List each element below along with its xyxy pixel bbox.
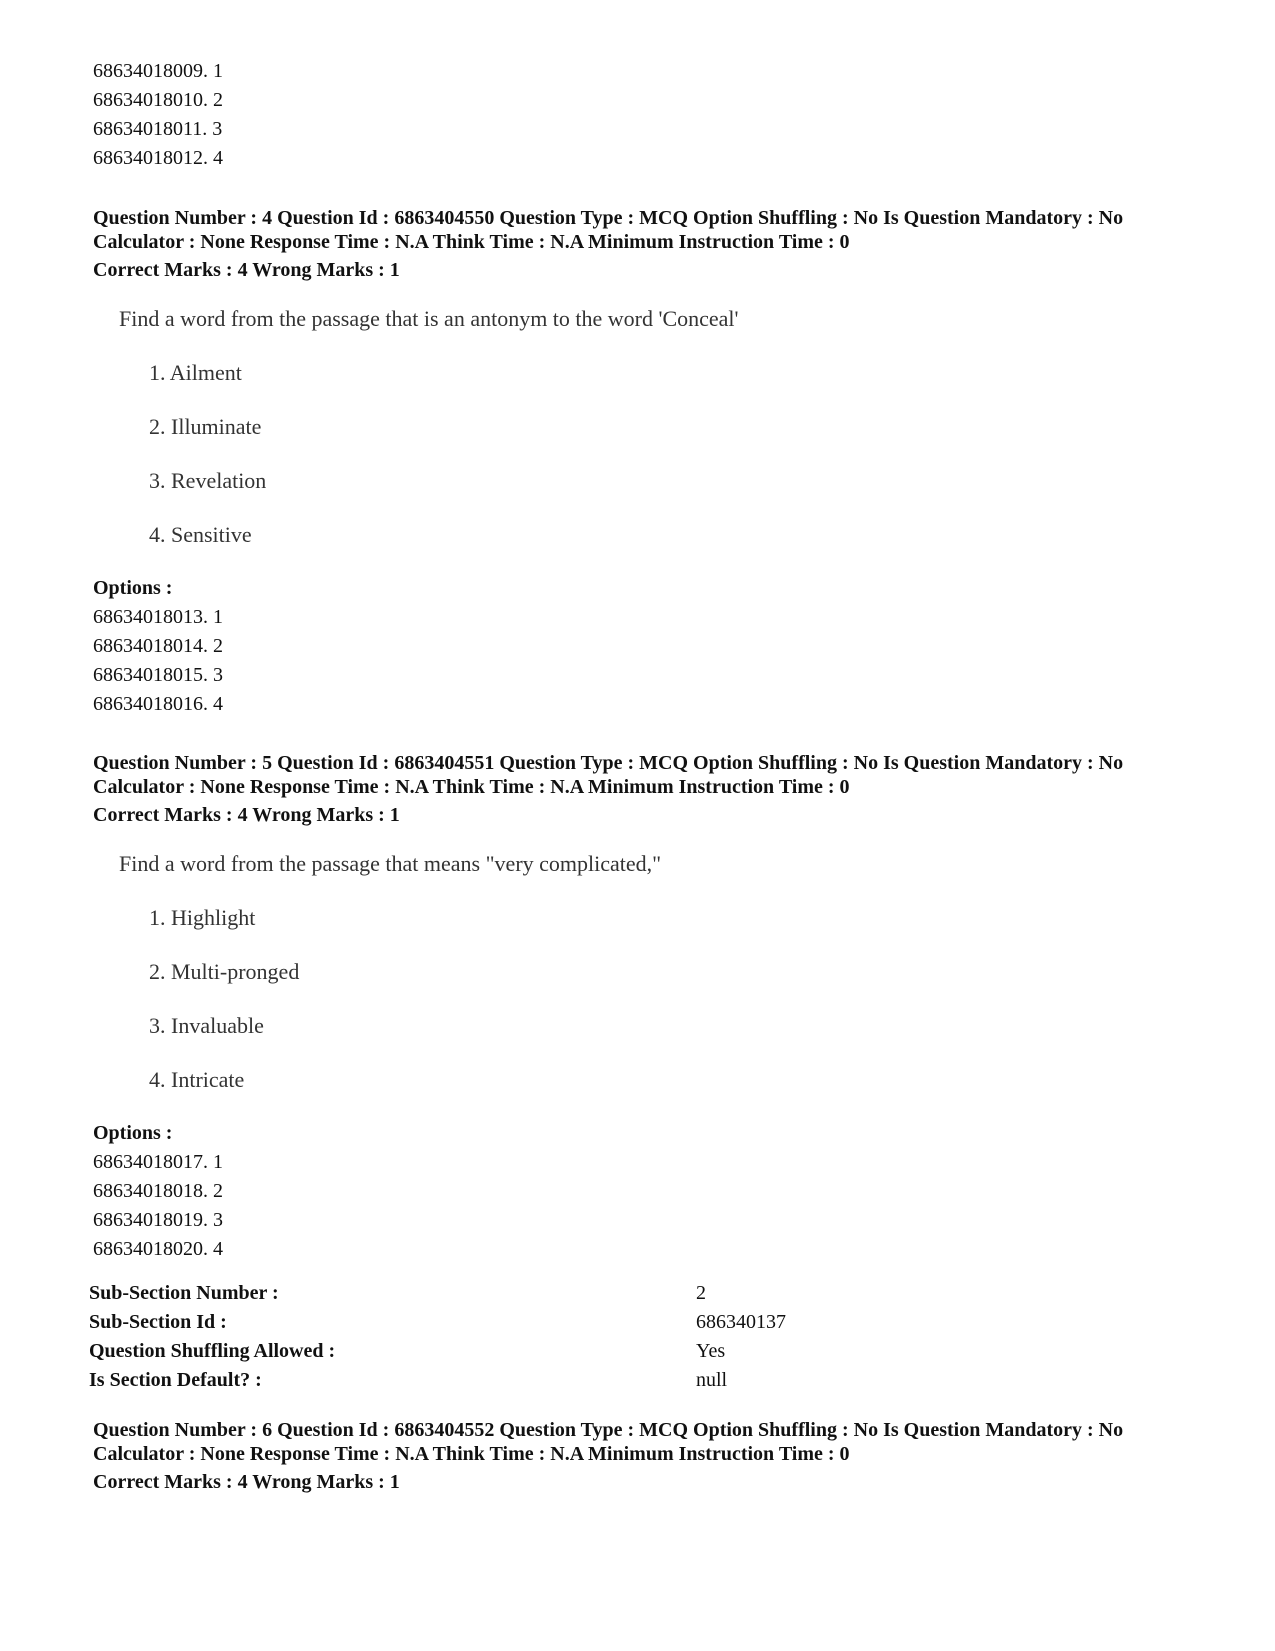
question-meta-line: Calculator : None Response Time : N.A Think Time : N.A Minimum Instruction Time : 0 <box>93 776 850 798</box>
option-id: 68634018019. 3 <box>93 1209 223 1231</box>
subsection-value: Yes <box>696 1340 726 1362</box>
option-id: 68634018011. 3 <box>93 118 223 140</box>
q5-choice: 2. Multi-pronged <box>149 959 300 984</box>
subsection-label: Is Section Default? : <box>89 1369 262 1391</box>
option-id: 68634018017. 1 <box>93 1151 223 1173</box>
question-meta-line: Calculator : None Response Time : N.A Think Time : N.A Minimum Instruction Time : 0 <box>93 231 850 253</box>
question-marks-line: Correct Marks : 4 Wrong Marks : 1 <box>93 259 400 281</box>
subsection-value: 686340137 <box>696 1311 786 1333</box>
option-id: 68634018009. 1 <box>93 60 223 82</box>
subsection-label: Sub-Section Number : <box>89 1282 279 1304</box>
option-id: 68634018012. 4 <box>93 147 223 169</box>
q3-option-ids <box>93 57 223 173</box>
q5-header <box>93 751 1123 827</box>
option-id: 68634018018. 2 <box>93 1180 223 1202</box>
q5-choice: 3. Invaluable <box>149 1013 264 1038</box>
q4-header <box>93 206 1123 282</box>
q4-option-ids <box>93 603 223 719</box>
question-meta-line: Calculator : None Response Time : N.A Think Time : N.A Minimum Instruction Time : 0 <box>93 1443 850 1465</box>
q5-question-text: Find a word from the passage that means "very complicated," <box>119 851 662 876</box>
option-id: 68634018016. 4 <box>93 693 223 715</box>
option-id: 68634018013. 1 <box>93 606 223 628</box>
q4-choice: 1. Ailment <box>149 360 242 385</box>
question-meta-line: Question Number : 5 Question Id : 6863404551 Question Type : MCQ Option Shuffling : No Is Question Mandatory : No <box>93 752 1124 774</box>
q4-question-text: Find a word from the passage that is an antonym to the word 'Conceal' <box>119 306 739 331</box>
question-marks-line: Correct Marks : 4 Wrong Marks : 1 <box>93 804 400 826</box>
option-id: 68634018010. 2 <box>93 89 223 111</box>
question-meta-line: Question Number : 6 Question Id : 6863404552 Question Type : MCQ Option Shuffling : No Is Question Mandatory : No <box>93 1419 1124 1441</box>
option-id: 68634018014. 2 <box>93 635 223 657</box>
q5-choice: 1. Highlight <box>149 905 256 930</box>
subsection-value: 2 <box>696 1282 706 1304</box>
subsection-label: Sub-Section Id : <box>89 1311 227 1333</box>
q4-choice: 2. Illuminate <box>149 414 262 439</box>
q5-choice: 4. Intricate <box>149 1067 245 1092</box>
q5-options-label: Options : <box>93 1122 173 1144</box>
option-id: 68634018015. 3 <box>93 664 223 686</box>
q4-choice: 4. Sensitive <box>149 522 252 547</box>
q5-option-ids <box>93 1148 223 1264</box>
question-marks-line: Correct Marks : 4 Wrong Marks : 1 <box>93 1471 400 1493</box>
option-id: 68634018020. 4 <box>93 1238 223 1260</box>
subsection-value: null <box>696 1369 728 1391</box>
q4-choice: 3. Revelation <box>149 468 267 493</box>
q4-options-label: Options : <box>93 577 173 599</box>
subsection-label: Question Shuffling Allowed : <box>89 1340 336 1362</box>
question-meta-line: Question Number : 4 Question Id : 6863404550 Question Type : MCQ Option Shuffling : No Is Question Mandatory : No <box>93 207 1124 229</box>
q6-header <box>93 1418 1123 1494</box>
